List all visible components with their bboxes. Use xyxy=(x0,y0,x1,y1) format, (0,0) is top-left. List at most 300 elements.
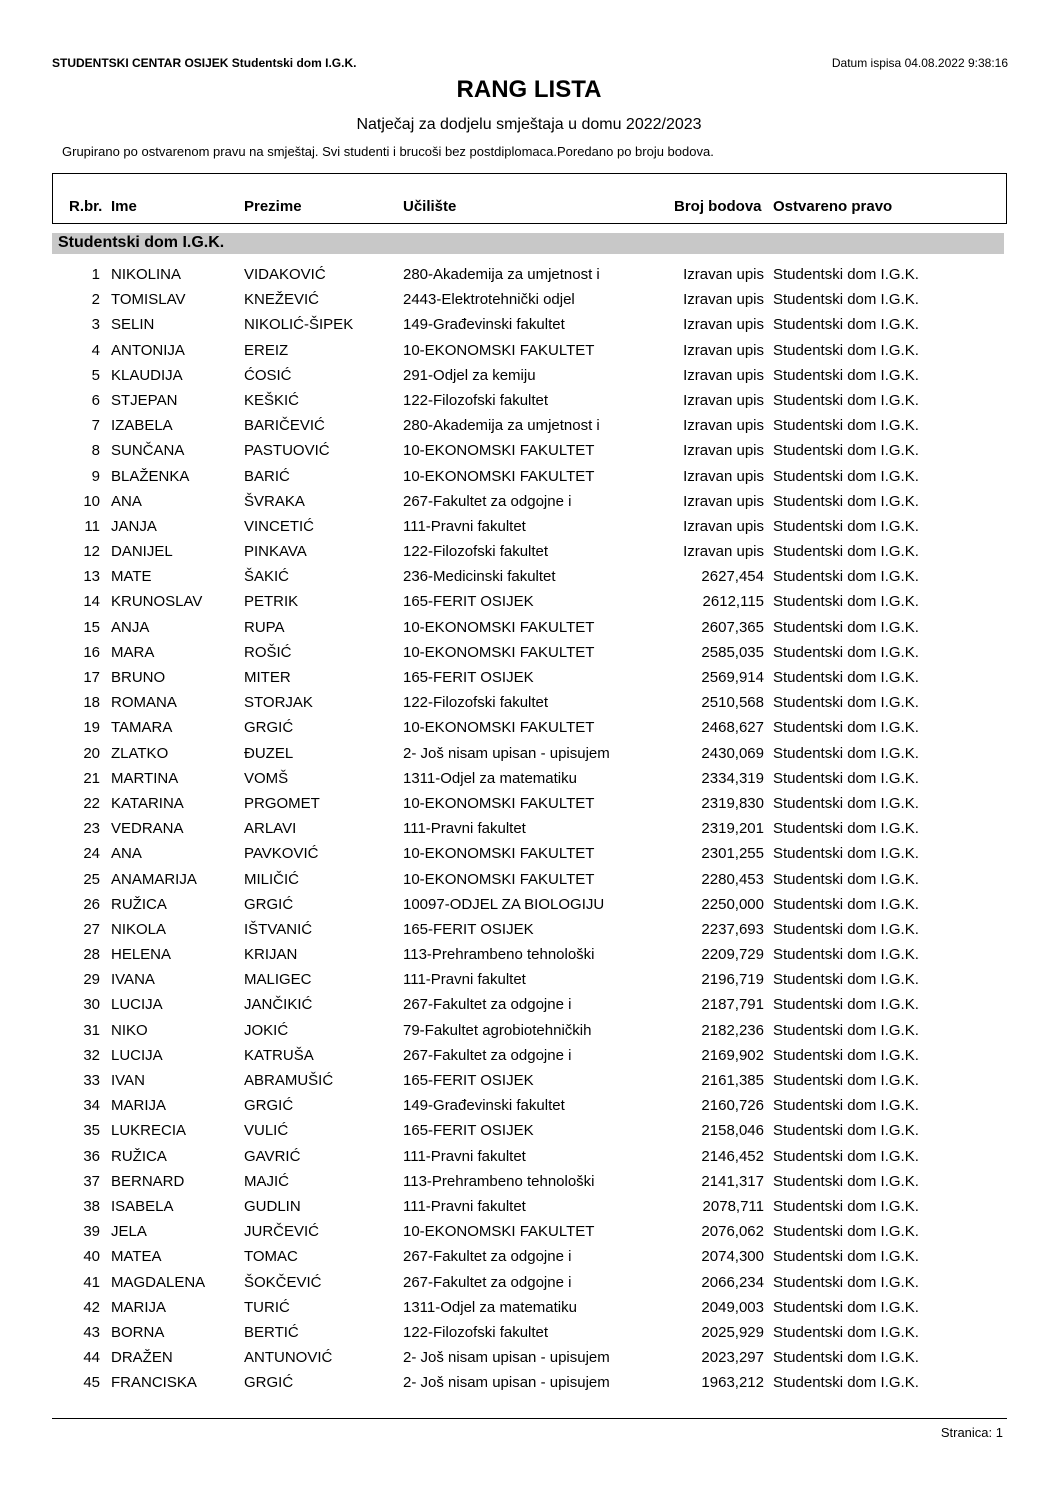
cell-uciliste: 10-EKONOMSKI FAKULTET xyxy=(403,467,595,485)
cell-uciliste: 280-Akademija za umjetnost i xyxy=(403,417,600,435)
cell-pravo: Studentski dom I.G.K. xyxy=(773,820,919,838)
table-row xyxy=(52,464,1007,489)
cell-uciliste: 2- Još nisam upisan - upisujem xyxy=(403,744,610,762)
cell-pravo: Studentski dom I.G.K. xyxy=(773,1298,919,1316)
cell-ime: IVANA xyxy=(111,971,155,989)
cell-pravo: Studentski dom I.G.K. xyxy=(773,1147,919,1165)
cell-prezime: KNEŽEVIĆ xyxy=(244,291,320,309)
cell-uciliste: 79-Fakultet agrobiotehničkih xyxy=(403,1021,592,1039)
cell-pravo: Studentski dom I.G.K. xyxy=(773,316,919,334)
cell-bodovi: 2237,693 xyxy=(701,920,764,938)
table-row xyxy=(52,1320,1007,1345)
cell-pravo: Studentski dom I.G.K. xyxy=(773,618,919,636)
cell-prezime: NIKOLIĆ-ŠIPEK xyxy=(244,316,354,334)
cell-bodovi: 2074,300 xyxy=(701,1248,764,1266)
col-header-prezime: Prezime xyxy=(244,198,302,215)
cell-uciliste: 267-Fakultet za odgojne i xyxy=(403,1248,572,1266)
cell-ime: ANTONIJA xyxy=(111,341,185,359)
cell-rbr: 31 xyxy=(83,1021,100,1039)
cell-ime: NIKOLINA xyxy=(111,266,182,283)
cell-pravo: Studentski dom I.G.K. xyxy=(773,895,919,913)
cell-bodovi: 2510,568 xyxy=(701,694,764,712)
col-header-rbr: R.br. xyxy=(69,198,103,215)
cell-ime: NIKO xyxy=(111,1021,148,1039)
cell-prezime: RUPA xyxy=(244,618,285,636)
page-number: Stranica: 1 xyxy=(940,1425,1003,1440)
cell-pravo: Studentski dom I.G.K. xyxy=(773,719,919,737)
cell-bodovi: 2301,255 xyxy=(701,845,764,863)
cell-bodovi: 2612,115 xyxy=(702,593,764,611)
table-row xyxy=(52,892,1007,917)
cell-pravo: Studentski dom I.G.K. xyxy=(773,543,919,561)
cell-ime: DANIJEL xyxy=(111,543,173,561)
cell-uciliste: 267-Fakultet za odgojne i xyxy=(403,1273,572,1291)
cell-uciliste: 10-EKONOMSKI FAKULTET xyxy=(403,341,595,359)
cell-bodovi: 2182,236 xyxy=(701,1021,764,1039)
cell-prezime: GRGIĆ xyxy=(244,719,294,737)
group-label: Studentski dom I.G.K. xyxy=(58,234,225,251)
cell-ime: NIKOLA xyxy=(111,920,167,938)
table-row xyxy=(52,1144,1007,1169)
cell-ime: MARIJA xyxy=(111,1097,167,1115)
page-subtitle: Natječaj za dodjelu smještaja u domu 2022/2023 xyxy=(356,116,702,133)
cell-bodovi: 2250,000 xyxy=(701,895,764,913)
cell-uciliste: 1311-Odjel za matematiku xyxy=(403,769,577,787)
grouping-note: Grupirano po ostvarenom pravu na smještaj. Svi studenti i brucoši bez postdiplomaca.Poredano po broju bodova. xyxy=(62,144,714,159)
cell-pravo: Studentski dom I.G.K. xyxy=(773,1197,919,1215)
table-row xyxy=(52,741,1007,766)
cell-bodovi: 2319,201 xyxy=(701,820,764,838)
cell-rbr: 36 xyxy=(83,1147,100,1165)
cell-bodovi: 2468,627 xyxy=(701,719,764,737)
cell-bodovi: 2627,454 xyxy=(701,568,764,586)
table-row xyxy=(52,1169,1007,1194)
cell-prezime: MITER xyxy=(244,669,291,686)
cell-prezime: ANTUNOVIĆ xyxy=(244,1349,333,1367)
cell-bodovi: 1963,212 xyxy=(701,1374,764,1392)
cell-uciliste: 122-Filozofski fakultet xyxy=(403,543,549,561)
cell-ime: ANA xyxy=(111,492,142,510)
cell-pravo: Studentski dom I.G.K. xyxy=(773,467,919,485)
cell-rbr: 13 xyxy=(83,568,100,586)
cell-prezime: BARIČEVIĆ xyxy=(244,417,325,435)
cell-pravo: Studentski dom I.G.K. xyxy=(773,1172,919,1190)
cell-prezime: VIDAKOVIĆ xyxy=(244,266,326,283)
cell-uciliste: 267-Fakultet za odgojne i xyxy=(403,492,572,510)
cell-uciliste: 280-Akademija za umjetnost i xyxy=(403,266,600,283)
table-row xyxy=(52,715,1007,740)
table-row xyxy=(52,1345,1007,1370)
cell-prezime: STORJAK xyxy=(244,694,313,712)
table-row xyxy=(52,1295,1007,1320)
cell-pravo: Studentski dom I.G.K. xyxy=(773,341,919,359)
cell-rbr: 41 xyxy=(83,1273,100,1291)
table-row xyxy=(52,766,1007,791)
cell-rbr: 18 xyxy=(83,694,100,712)
cell-bodovi: 2430,069 xyxy=(701,744,764,762)
cell-rbr: 5 xyxy=(91,366,100,384)
cell-uciliste: 10097-ODJEL ZA BIOLOGIJU xyxy=(403,895,605,913)
table-row xyxy=(52,816,1007,841)
cell-ime: IZABELA xyxy=(111,417,173,435)
cell-rbr: 3 xyxy=(91,316,100,334)
cell-rbr: 42 xyxy=(83,1298,100,1316)
cell-ime: BRUNO xyxy=(111,669,166,686)
cell-ime: MATE xyxy=(111,568,152,586)
cell-uciliste: 149-Građevinski fakultet xyxy=(403,1097,565,1115)
cell-ime: MAGDALENA xyxy=(111,1273,206,1291)
cell-pravo: Studentski dom I.G.K. xyxy=(773,794,919,812)
cell-rbr: 29 xyxy=(83,971,100,989)
cell-pravo: Studentski dom I.G.K. xyxy=(773,946,919,964)
cell-pravo: Studentski dom I.G.K. xyxy=(773,568,919,586)
cell-prezime: TURIĆ xyxy=(244,1298,290,1316)
print-date: Datum ispisa 04.08.2022 9:38:16 xyxy=(831,56,1008,70)
table-row xyxy=(52,564,1007,589)
cell-pravo: Studentski dom I.G.K. xyxy=(773,593,919,611)
cell-uciliste: 10-EKONOMSKI FAKULTET xyxy=(403,1223,595,1241)
table-row xyxy=(52,690,1007,715)
cell-prezime: GRGIĆ xyxy=(244,895,294,913)
cell-rbr: 16 xyxy=(83,643,100,661)
cell-pravo: Studentski dom I.G.K. xyxy=(773,971,919,989)
cell-rbr: 11 xyxy=(84,517,100,535)
cell-prezime: PASTUOVIĆ xyxy=(244,442,330,460)
cell-prezime: BERTIĆ xyxy=(244,1323,299,1341)
cell-ime: ANA xyxy=(111,845,142,863)
cell-prezime: ĆOSIĆ xyxy=(244,366,292,384)
cell-prezime: MILIČIĆ xyxy=(244,870,300,888)
cell-ime: ANAMARIJA xyxy=(111,870,197,888)
cell-ime: JELA xyxy=(111,1223,147,1241)
cell-rbr: 19 xyxy=(83,719,100,737)
cell-rbr: 9 xyxy=(91,467,100,485)
cell-uciliste: 165-FERIT OSIJEK xyxy=(403,1122,534,1140)
table-row xyxy=(52,640,1007,665)
cell-uciliste: 122-Filozofski fakultet xyxy=(403,391,549,409)
cell-rbr: 27 xyxy=(83,920,100,938)
table-row xyxy=(52,841,1007,866)
table-row xyxy=(52,1018,1007,1043)
cell-bodovi: 2280,453 xyxy=(701,870,764,888)
table-row xyxy=(52,388,1007,413)
cell-uciliste: 111-Pravni fakultet xyxy=(403,820,526,838)
cell-rbr: 28 xyxy=(83,946,100,964)
cell-bodovi: Izravan upis xyxy=(683,417,764,435)
cell-uciliste: 111-Pravni fakultet xyxy=(403,517,526,535)
cell-bodovi: 2141,317 xyxy=(701,1172,764,1190)
cell-prezime: JURČEVIĆ xyxy=(244,1223,320,1241)
cell-rbr: 38 xyxy=(83,1197,100,1215)
cell-rbr: 12 xyxy=(83,543,100,561)
cell-ime: KRUNOSLAV xyxy=(111,593,203,611)
cell-ime: JANJA xyxy=(111,517,157,535)
cell-rbr: 32 xyxy=(83,1046,100,1064)
table-row xyxy=(52,1219,1007,1244)
cell-pravo: Studentski dom I.G.K. xyxy=(773,920,919,938)
cell-bodovi: Izravan upis xyxy=(683,517,764,535)
cell-uciliste: 10-EKONOMSKI FAKULTET xyxy=(403,794,595,812)
cell-uciliste: 2- Još nisam upisan - upisujem xyxy=(403,1349,610,1367)
cell-uciliste: 10-EKONOMSKI FAKULTET xyxy=(403,870,595,888)
table-row xyxy=(52,489,1007,514)
cell-ime: KATARINA xyxy=(111,794,184,812)
cell-prezime: GRGIĆ xyxy=(244,1374,294,1392)
cell-ime: LUCIJA xyxy=(111,996,163,1014)
cell-rbr: 25 xyxy=(83,870,100,888)
table-row xyxy=(52,917,1007,942)
cell-uciliste: 10-EKONOMSKI FAKULTET xyxy=(403,618,595,636)
col-header-ime: Ime xyxy=(111,198,137,215)
cell-rbr: 30 xyxy=(83,996,100,1014)
footer-divider xyxy=(52,1418,1007,1419)
cell-rbr: 17 xyxy=(83,669,100,686)
table-row xyxy=(52,992,1007,1017)
table-row xyxy=(52,262,1007,287)
table-row xyxy=(52,665,1007,690)
cell-bodovi: 2146,452 xyxy=(701,1147,764,1165)
cell-bodovi: 2078,711 xyxy=(702,1197,764,1215)
cell-ime: KLAUDIJA xyxy=(111,366,183,384)
cell-prezime: KATRUŠA xyxy=(244,1046,314,1064)
cell-bodovi: Izravan upis xyxy=(683,442,764,460)
cell-ime: BORNA xyxy=(111,1323,165,1341)
cell-bodovi: 2023,297 xyxy=(701,1349,764,1367)
cell-prezime: IŠTVANIĆ xyxy=(244,920,313,938)
cell-prezime: VOMŠ xyxy=(244,769,289,787)
cell-pravo: Studentski dom I.G.K. xyxy=(773,442,919,460)
cell-bodovi: Izravan upis xyxy=(683,291,764,309)
cell-ime: MATEA xyxy=(111,1248,162,1266)
cell-prezime: ARLAVI xyxy=(244,820,297,838)
cell-pravo: Studentski dom I.G.K. xyxy=(773,1349,919,1367)
table-row xyxy=(52,791,1007,816)
cell-ime: TOMISLAV xyxy=(111,291,186,309)
cell-bodovi: Izravan upis xyxy=(683,316,764,334)
cell-ime: RUŽICA xyxy=(111,895,167,913)
cell-ime: BERNARD xyxy=(111,1172,185,1190)
cell-bodovi: 2196,719 xyxy=(701,971,764,989)
cell-rbr: 7 xyxy=(91,417,100,435)
cell-uciliste: 149-Građevinski fakultet xyxy=(403,316,565,334)
cell-uciliste: 111-Pravni fakultet xyxy=(403,1147,526,1165)
cell-bodovi: 2169,902 xyxy=(701,1046,764,1064)
cell-bodovi: Izravan upis xyxy=(683,341,764,359)
table-row xyxy=(52,514,1007,539)
table-row xyxy=(52,1118,1007,1143)
table-row xyxy=(52,967,1007,992)
cell-rbr: 6 xyxy=(91,391,100,409)
cell-rbr: 26 xyxy=(83,895,100,913)
cell-uciliste: 165-FERIT OSIJEK xyxy=(403,593,534,611)
cell-rbr: 20 xyxy=(83,744,100,762)
cell-uciliste: 1311-Odjel za matematiku xyxy=(403,1298,577,1316)
cell-bodovi: 2161,385 xyxy=(701,1072,764,1089)
cell-pravo: Studentski dom I.G.K. xyxy=(773,492,919,510)
cell-prezime: EREIZ xyxy=(244,341,289,359)
cell-uciliste: 111-Pravni fakultet xyxy=(403,971,526,989)
cell-uciliste: 165-FERIT OSIJEK xyxy=(403,920,534,938)
cell-ime: BLAŽENKA xyxy=(111,467,190,485)
cell-ime: ROMANA xyxy=(111,694,177,712)
cell-ime: MARA xyxy=(111,643,155,661)
cell-rbr: 1 xyxy=(91,266,100,283)
institution-header: STUDENTSKI CENTAR OSIJEK Studentski dom I.G.K. xyxy=(52,56,357,70)
cell-rbr: 2 xyxy=(91,291,100,309)
table-row xyxy=(52,1270,1007,1295)
cell-pravo: Studentski dom I.G.K. xyxy=(773,1223,919,1241)
cell-prezime: ROŠIĆ xyxy=(244,643,292,661)
cell-uciliste: 267-Fakultet za odgojne i xyxy=(403,996,572,1014)
cell-ime: FRANCISKA xyxy=(111,1374,197,1392)
cell-pravo: Studentski dom I.G.K. xyxy=(773,291,919,309)
cell-prezime: PETRIK xyxy=(244,593,299,611)
table-row xyxy=(52,539,1007,564)
table-row xyxy=(52,338,1007,363)
cell-rbr: 35 xyxy=(83,1122,100,1140)
cell-uciliste: 113-Prehrambeno tehnološki xyxy=(403,1172,595,1190)
cell-uciliste: 165-FERIT OSIJEK xyxy=(403,1072,534,1089)
cell-ime: SUNČANA xyxy=(111,442,185,460)
cell-prezime: KRIJAN xyxy=(244,946,298,964)
cell-pravo: Studentski dom I.G.K. xyxy=(773,996,919,1014)
cell-pravo: Studentski dom I.G.K. xyxy=(773,694,919,712)
cell-ime: RUŽICA xyxy=(111,1147,167,1165)
page-title: RANG LISTA xyxy=(456,76,602,103)
cell-ime: ISABELA xyxy=(111,1197,174,1215)
cell-bodovi: 2334,319 xyxy=(701,769,764,787)
cell-prezime: PINKAVA xyxy=(244,543,307,561)
cell-bodovi: 2025,929 xyxy=(701,1323,764,1341)
table-row xyxy=(52,589,1007,614)
table-row xyxy=(52,438,1007,463)
cell-bodovi: Izravan upis xyxy=(683,492,764,510)
cell-bodovi: Izravan upis xyxy=(683,391,764,409)
cell-rbr: 4 xyxy=(91,341,100,359)
table-row xyxy=(52,1194,1007,1219)
cell-bodovi: 2209,729 xyxy=(701,946,764,964)
cell-ime: VEDRANA xyxy=(111,820,184,838)
cell-uciliste: 2- Još nisam upisan - upisujem xyxy=(403,1374,610,1392)
cell-prezime: VULIĆ xyxy=(244,1122,289,1140)
table-row xyxy=(52,1068,1007,1093)
table-row xyxy=(52,1370,1007,1395)
cell-ime: ANJA xyxy=(111,618,150,636)
cell-rbr: 8 xyxy=(91,442,100,460)
table-row xyxy=(52,942,1007,967)
cell-pravo: Studentski dom I.G.K. xyxy=(773,1046,919,1064)
cell-prezime: BARIĆ xyxy=(244,467,290,485)
cell-uciliste: 10-EKONOMSKI FAKULTET xyxy=(403,643,595,661)
cell-rbr: 23 xyxy=(83,820,100,838)
cell-pravo: Studentski dom I.G.K. xyxy=(773,769,919,787)
cell-rbr: 40 xyxy=(83,1248,100,1266)
cell-uciliste: 113-Prehrambeno tehnološki xyxy=(403,946,595,964)
cell-prezime: MALIGEC xyxy=(244,971,312,989)
cell-rbr: 24 xyxy=(83,845,100,863)
cell-prezime: GUDLIN xyxy=(244,1197,301,1215)
cell-pravo: Studentski dom I.G.K. xyxy=(773,1273,919,1291)
cell-pravo: Studentski dom I.G.K. xyxy=(773,517,919,535)
cell-pravo: Studentski dom I.G.K. xyxy=(773,744,919,762)
cell-uciliste: 291-Odjel za kemiju xyxy=(403,366,536,384)
table-row xyxy=(52,413,1007,438)
cell-rbr: 21 xyxy=(83,769,100,787)
cell-ime: LUKRECIA xyxy=(111,1122,187,1140)
table-row xyxy=(52,1043,1007,1068)
cell-prezime: TOMAC xyxy=(244,1248,298,1266)
cell-prezime: ŠOKČEVIĆ xyxy=(244,1273,322,1291)
cell-bodovi: Izravan upis xyxy=(683,366,764,384)
table-row xyxy=(52,615,1007,640)
cell-ime: DRAŽEN xyxy=(111,1349,173,1367)
cell-rbr: 34 xyxy=(83,1097,100,1115)
cell-bodovi: 2066,234 xyxy=(701,1273,764,1291)
cell-bodovi: 2158,046 xyxy=(701,1122,764,1140)
cell-ime: SELIN xyxy=(111,316,155,334)
cell-bodovi: Izravan upis xyxy=(683,467,764,485)
col-header-uciliste: Učilište xyxy=(403,198,457,215)
cell-uciliste: 122-Filozofski fakultet xyxy=(403,1323,549,1341)
cell-uciliste: 10-EKONOMSKI FAKULTET xyxy=(403,719,595,737)
cell-pravo: Studentski dom I.G.K. xyxy=(773,1072,919,1089)
table-row xyxy=(52,363,1007,388)
col-header-pravo: Ostvareno pravo xyxy=(773,198,893,215)
cell-rbr: 10 xyxy=(83,492,100,510)
ranking-table-body xyxy=(52,262,1007,1395)
cell-rbr: 45 xyxy=(83,1374,100,1392)
cell-pravo: Studentski dom I.G.K. xyxy=(773,391,919,409)
cell-rbr: 15 xyxy=(83,618,100,636)
cell-pravo: Studentski dom I.G.K. xyxy=(773,870,919,888)
cell-pravo: Studentski dom I.G.K. xyxy=(773,266,919,283)
cell-uciliste: 2443-Elektrotehnički odjel xyxy=(403,291,575,309)
cell-uciliste: 10-EKONOMSKI FAKULTET xyxy=(403,845,595,863)
cell-bodovi: Izravan upis xyxy=(683,543,764,561)
cell-pravo: Studentski dom I.G.K. xyxy=(773,1248,919,1266)
table-row xyxy=(52,1093,1007,1118)
cell-ime: LUCIJA xyxy=(111,1046,163,1064)
cell-bodovi: 2160,726 xyxy=(701,1097,764,1115)
cell-rbr: 33 xyxy=(83,1072,100,1089)
cell-pravo: Studentski dom I.G.K. xyxy=(773,845,919,863)
cell-prezime: ĐUZEL xyxy=(244,744,294,762)
cell-pravo: Studentski dom I.G.K. xyxy=(773,643,919,661)
cell-bodovi: 2076,062 xyxy=(701,1223,764,1241)
cell-bodovi: Izravan upis xyxy=(683,266,764,283)
cell-rbr: 39 xyxy=(83,1223,100,1241)
table-row xyxy=(52,312,1007,337)
cell-bodovi: 2187,791 xyxy=(701,996,764,1014)
table-row xyxy=(52,287,1007,312)
cell-bodovi: 2319,830 xyxy=(701,794,764,812)
cell-rbr: 44 xyxy=(83,1349,100,1367)
cell-pravo: Studentski dom I.G.K. xyxy=(773,366,919,384)
cell-pravo: Studentski dom I.G.K. xyxy=(773,1021,919,1039)
cell-uciliste: 165-FERIT OSIJEK xyxy=(403,669,534,686)
cell-uciliste: 236-Medicinski fakultet xyxy=(403,568,556,586)
cell-prezime: KEŠKIĆ xyxy=(244,391,300,409)
cell-ime: MARIJA xyxy=(111,1298,167,1316)
cell-ime: ZLATKO xyxy=(111,744,169,762)
cell-pravo: Studentski dom I.G.K. xyxy=(773,1323,919,1341)
cell-bodovi: 2607,365 xyxy=(701,618,764,636)
cell-prezime: GAVRIĆ xyxy=(244,1147,301,1165)
cell-pravo: Studentski dom I.G.K. xyxy=(773,669,919,686)
cell-rbr: 14 xyxy=(83,593,100,611)
cell-bodovi: 2585,035 xyxy=(701,643,764,661)
cell-ime: STJEPAN xyxy=(111,391,178,409)
